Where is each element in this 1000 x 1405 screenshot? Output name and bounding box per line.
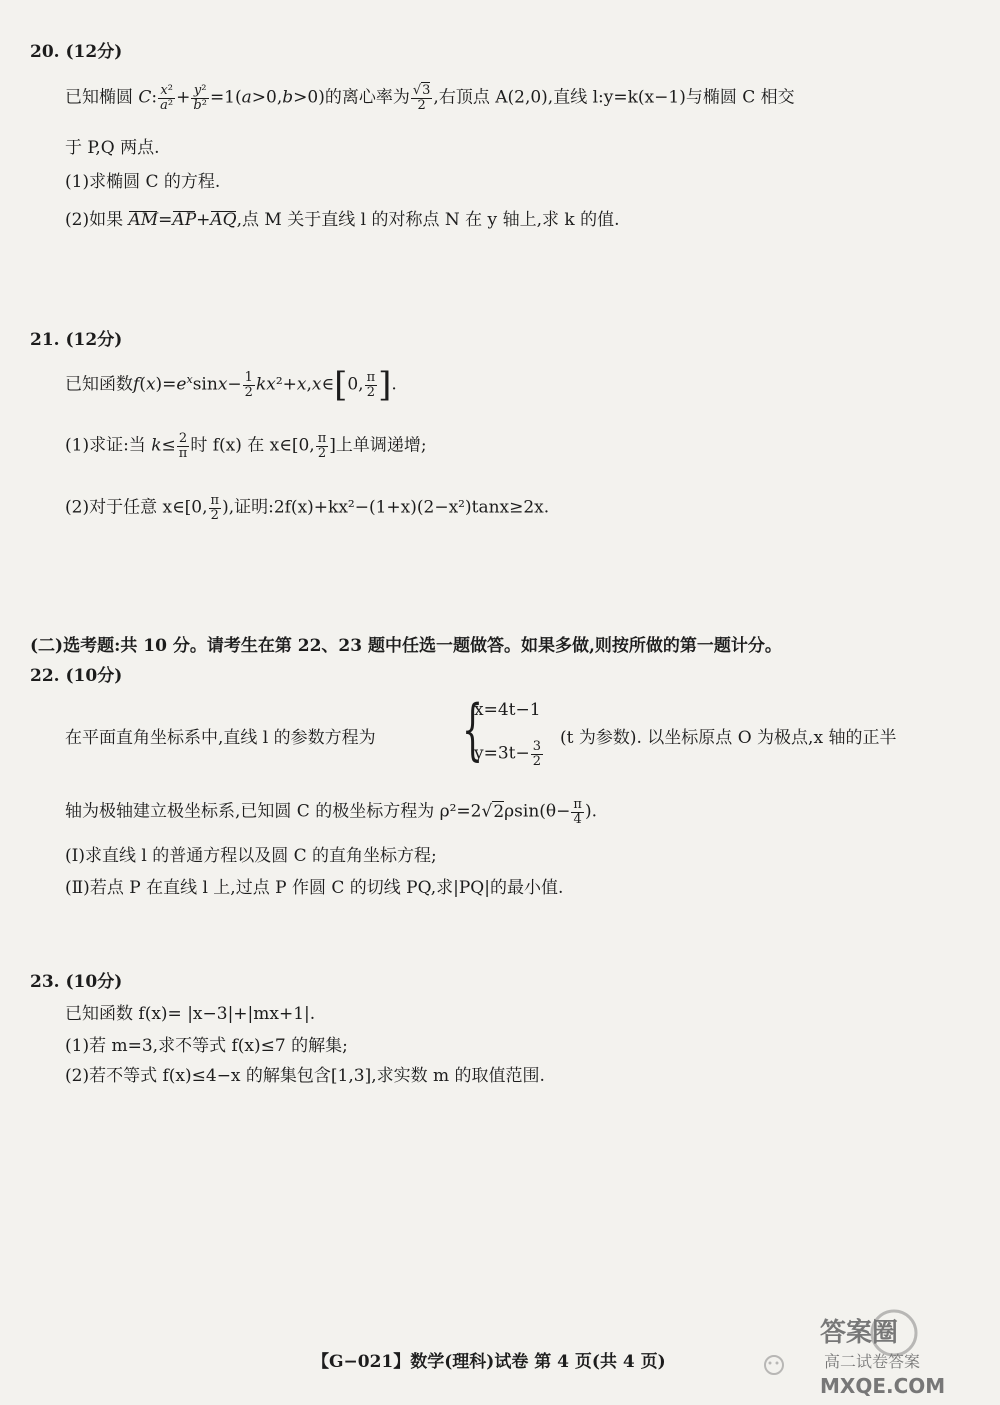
section-optional-heading: (二)选考题:共 10 分。请考生在第 22、23 题中任选一题做答。如果多做,则按所做的第一题计分。 <box>30 636 782 656</box>
frac-2-pi: $\frac{2}{\pi}$ <box>178 431 188 461</box>
frac-sqrt3-2: $\frac{√3}{2}$ <box>412 83 431 113</box>
q22-stem-a: 在平面直角坐标系中,直线 l 的参数方程为 <box>65 728 376 748</box>
q20-part2: (2)如果 AM=AP+AQ,点 M 关于直线 l 的对称点 N 在 y 轴上,求 k 的值. <box>65 210 620 230</box>
q22-line2-text-2: ρsin(θ− <box>504 801 571 822</box>
q22-part2: (Ⅱ)若点 P 在直线 l 上,过点 P 作圆 C 的切线 PQ,求|PQ|的最小值. <box>65 878 564 898</box>
q22-system-eq1: x=4t−1 <box>474 700 541 720</box>
q20-part1: (1)求椭圆 C 的方程. <box>65 172 221 192</box>
frac-pi-2c: $\frac{\pi}{2}$ <box>210 493 220 523</box>
frac-x2-a2: $\frac{\text{x²}}{\text{a²}}$ <box>160 83 174 113</box>
page-footer: 【G−021】数学(理科)试卷 第 4 页(共 4 页) <box>312 1352 666 1372</box>
frac-pi-2: $\frac{\pi}{2}$ <box>366 369 376 400</box>
q21-header: 21. (12分) <box>30 330 123 350</box>
q21-part1-text-2: 时 f(x) 在 x∈[0, <box>190 435 315 456</box>
watermark-line1: 答案圈 <box>820 1318 899 1348</box>
q20-stem: 已知椭圆 C: $\frac{\text{x²}}{\text{a²}}$ + $\frac{\text{y²}}{\text{b²}}$ =1(a>0,b>0)的离心率为 $\frac{√3}{2}$ ,右顶点 A(2,0),直线 l:y=k(x−1)与椭圆 C 相交 <box>65 83 795 113</box>
q21-part1-text: (1)求证:当 <box>65 435 146 456</box>
system-brace: { <box>462 691 483 768</box>
q20-part2-text-2: ,点 M 关于直线 l 的对称点 N 在 y 轴上,求 k 的值. <box>236 210 620 230</box>
q22-part1: (Ⅰ)求直线 l 的普通方程以及圆 C 的直角坐标方程; <box>65 846 437 866</box>
q20-stem-text-3: ,右顶点 A(2,0),直线 l:y=k(x−1)与椭圆 C 相交 <box>433 87 795 108</box>
q22-system-eq2-text: y=3t− <box>474 743 530 764</box>
q21-part2-text: (2)对于任意 x∈[0, <box>65 497 208 518</box>
frac-y2-b2: $\frac{\text{y²}}{\text{b²}}$ <box>193 83 207 113</box>
q23-part2: (2)若不等式 f(x)≤4−x 的解集包含[1,3],求实数 m 的取值范围. <box>65 1066 545 1086</box>
q21-stem-text: 已知函数 <box>65 374 133 395</box>
q22-line2: 轴为极轴建立极坐标系,已知圆 C 的极坐标方程为 ρ²=2√2ρsin(θ− $\frac{\pi}{4}$ ). <box>65 797 597 827</box>
q21-part1-text-3: ]上单调递增; <box>329 435 427 456</box>
watermark-line3: MXQE.COM <box>820 1374 946 1398</box>
q21-part2 <box>65 494 549 522</box>
q20-stem-text-2: 的离心率为 <box>324 87 410 108</box>
q20-stem-text: 已知椭圆 <box>65 87 139 108</box>
q22-stem-b: (t 为参数). 以坐标原点 O 为极点,x 轴的正半 <box>560 728 897 748</box>
q22-system-eq2 <box>474 740 544 768</box>
q21-part2-text-2: ),证明:2f(x)+kx²−(1+x)(2−x²)tanx≥2x. <box>222 497 550 518</box>
q23-stem: 已知函数 f(x)= |x−3|+|mx+1|. <box>65 1004 316 1024</box>
q22-header: 22. (10分) <box>30 666 123 686</box>
q22-line2-text-3: ). <box>584 801 597 822</box>
frac-pi-4: $\frac{\pi}{4}$ <box>573 797 582 827</box>
q22-line2-text: 轴为极轴建立极坐标系,已知圆 C 的极坐标方程为 ρ²=2 <box>65 801 482 822</box>
q23-part1: (1)若 m=3,求不等式 f(x)≤7 的解集; <box>65 1036 348 1056</box>
watermark-line2: 高二试卷答案 <box>824 1352 921 1371</box>
q23-header: 23. (10分) <box>30 972 123 992</box>
q21-part1: (1)求证:当 k≤ $\frac{2}{\pi}$ 时 f(x) 在 x∈[0, $\frac{\pi}{2}$ ]上单调递增; <box>65 431 427 461</box>
frac-3-2: $\frac{3}{2}$ <box>532 739 542 769</box>
q20-part2-text: (2)如果 <box>65 210 129 230</box>
q20-stem-line2: 于 P,Q 两点. <box>65 138 160 158</box>
q20-header: 20. (12分) <box>30 42 123 62</box>
q21-stem: 已知函数$f(x)=e^x\sin x-$ $\frac{1}{2}$ kx²+x,x∈[0, $\frac{\pi}{2}$ ]. <box>65 365 397 405</box>
frac-1-2: $\frac{1}{2}$ <box>244 369 253 400</box>
frac-pi-2b: $\frac{\pi}{2}$ <box>317 431 327 461</box>
